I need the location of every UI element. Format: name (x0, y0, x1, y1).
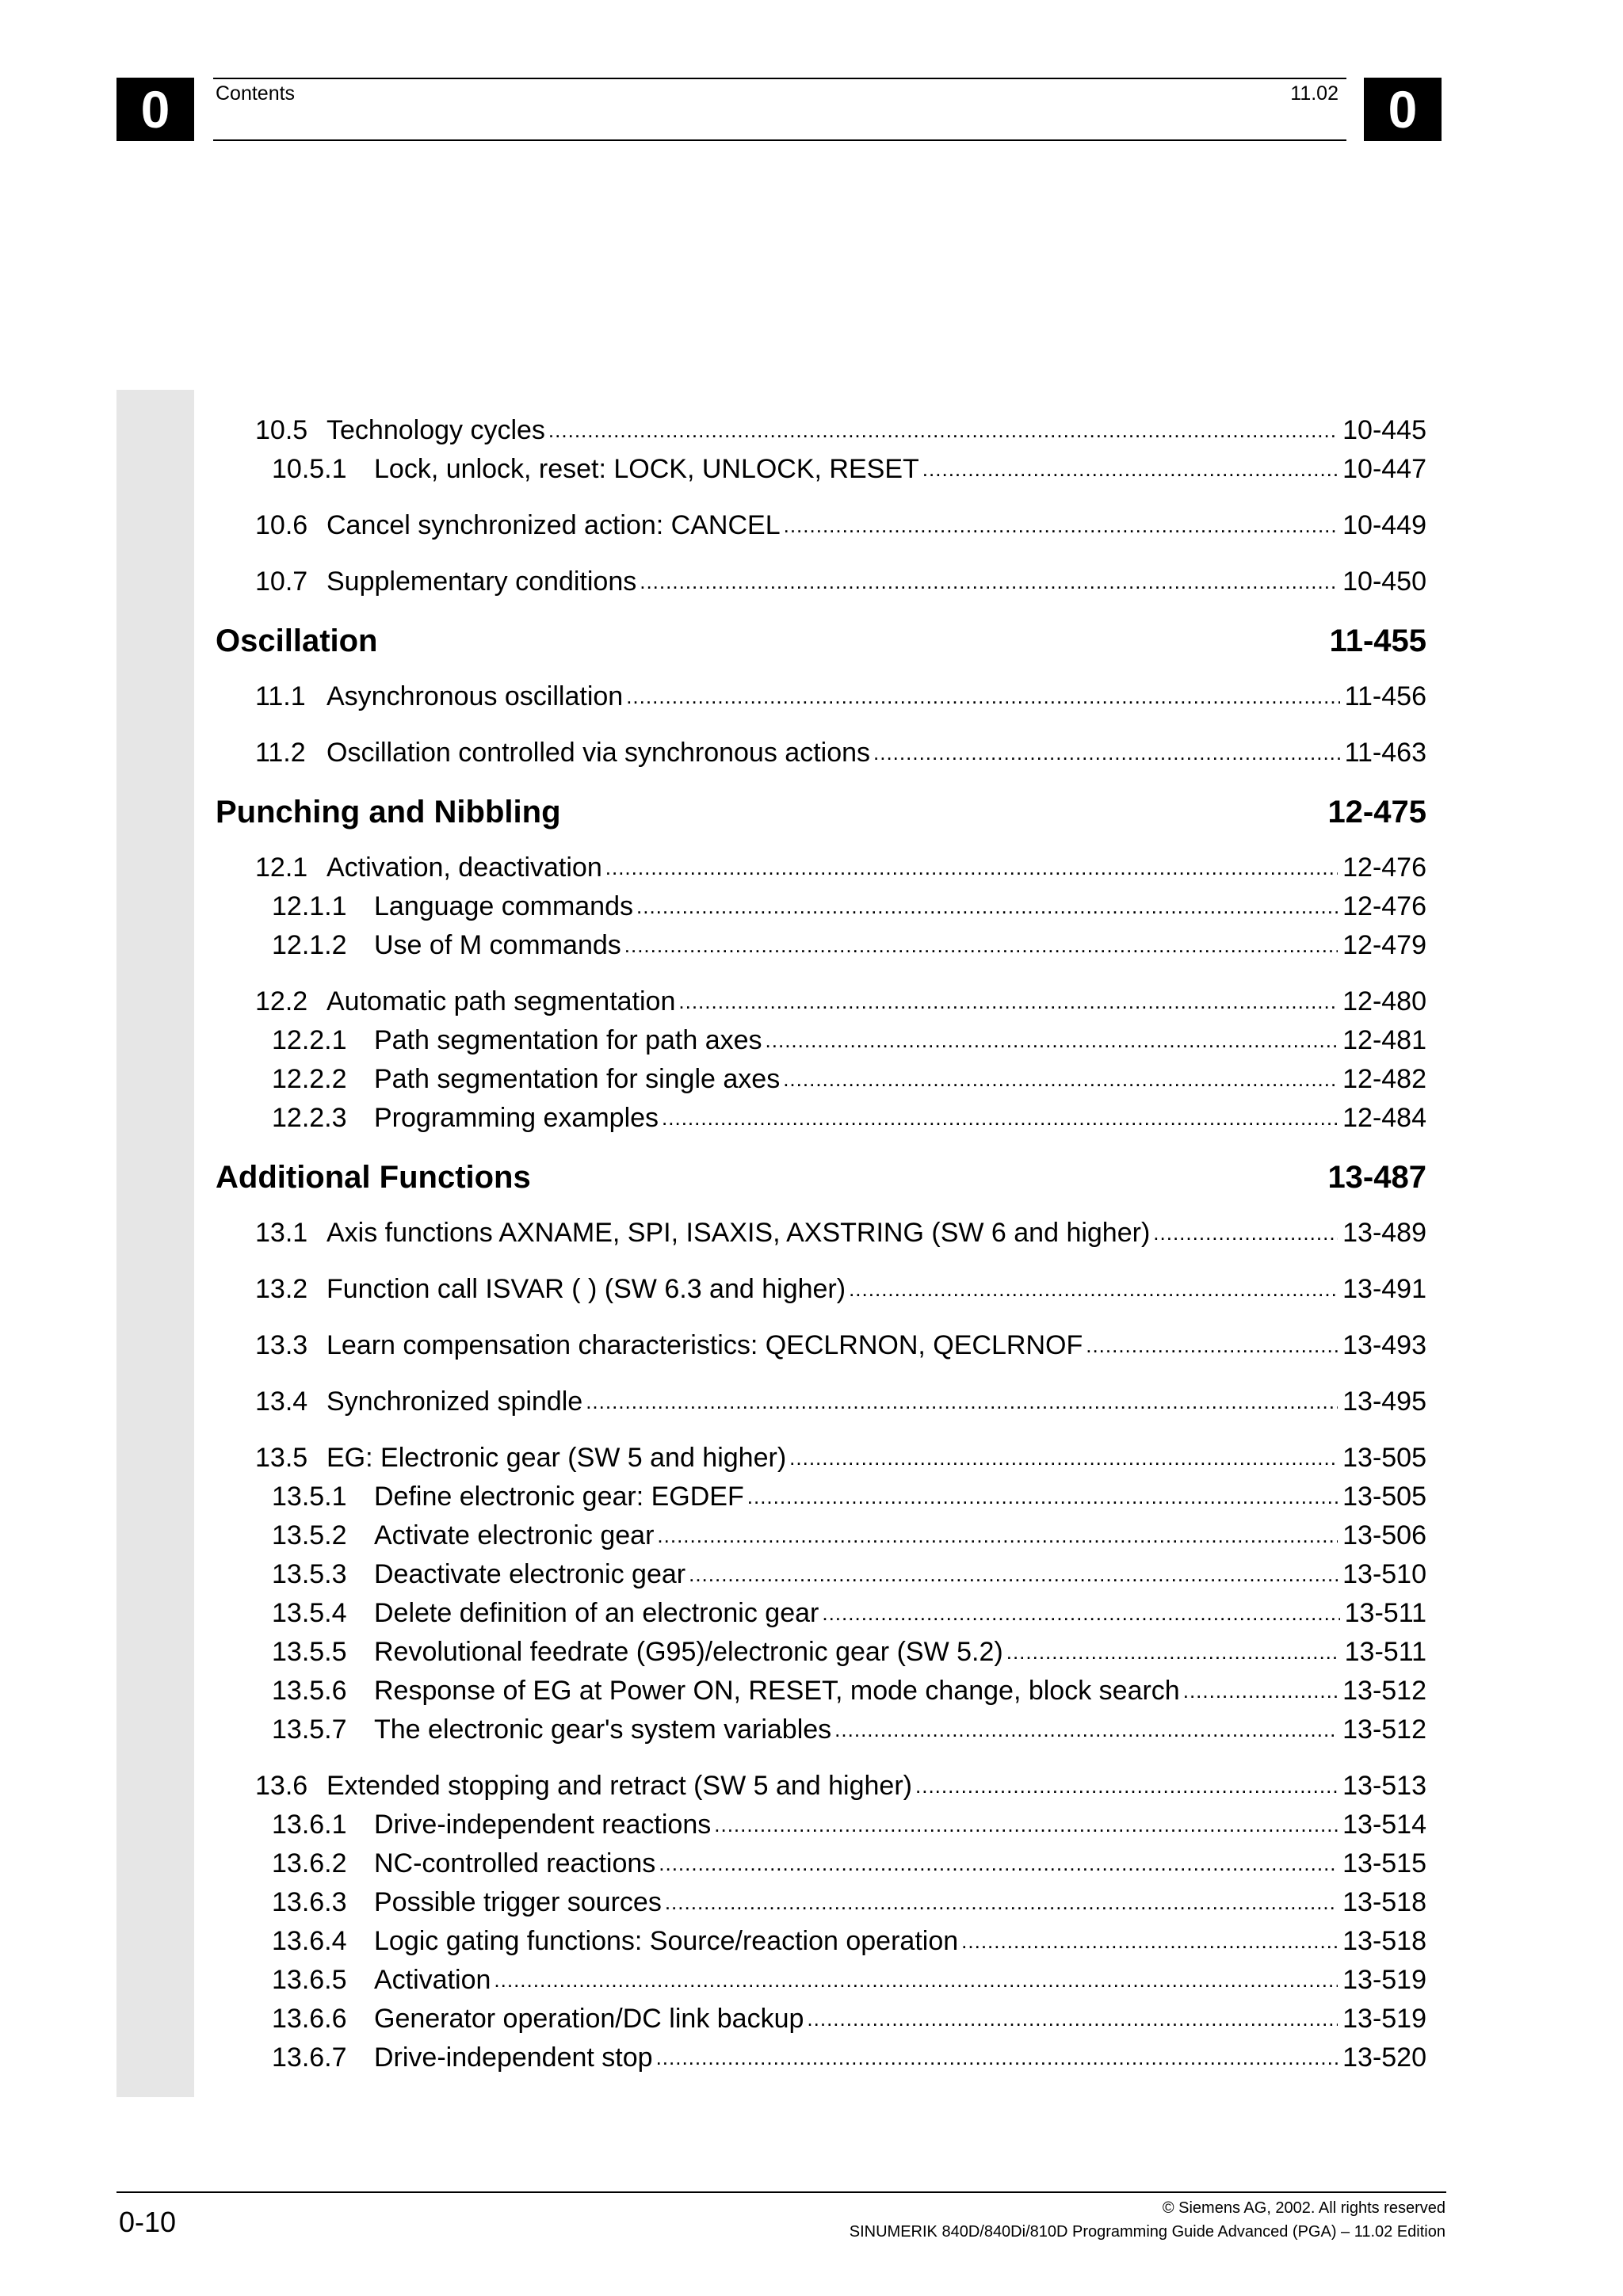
toc-entry-page: 13-519 (1342, 1965, 1426, 1995)
toc-entry-number: 12.1.1 (272, 891, 347, 921)
toc-entry[interactable] (216, 1512, 1426, 1551)
toc-entry[interactable] (216, 1379, 1426, 1417)
header-edition-date: 11.02 (1290, 82, 1338, 105)
toc-entry-title: Activation (374, 1964, 494, 1996)
toc-leader-dots (624, 929, 1338, 961)
toc-leader-dots (662, 1102, 1338, 1134)
toc-entry-number: 12.2.1 (272, 1025, 347, 1055)
toc-entry-title: Activation, deactivation (327, 852, 605, 883)
toc-entry[interactable] (216, 1629, 1426, 1668)
toc-entry-page: 13-510 (1342, 1559, 1426, 1589)
toc-entry-number: 12.1 (255, 852, 308, 883)
toc-entry-page: 11-463 (1344, 738, 1426, 768)
toc-entry-number: 10.7 (255, 566, 308, 597)
toc-entry-page: 12-476 (1342, 852, 1426, 883)
toc-entry-page: 10-447 (1342, 454, 1426, 484)
toc-entry-title: Path segmentation for single axes (374, 1063, 783, 1095)
toc-entry-number: 13.4 (255, 1386, 308, 1417)
toc-entry[interactable] (216, 883, 1426, 922)
toc-entry-title: Generator operation/DC link backup (374, 2003, 807, 2035)
toc-entry[interactable] (216, 1996, 1426, 2035)
toc-entry-title: Technology cycles (327, 414, 548, 446)
toc-leader-dots (783, 1063, 1338, 1095)
toc-leader-dots (1006, 1636, 1340, 1668)
toc-leader-dots (678, 986, 1338, 1017)
toc-entry-title: Activate electronic gear (374, 1520, 657, 1551)
toc-entry[interactable] (216, 1551, 1426, 1590)
chapter-number-box-right: 0 (1364, 78, 1442, 141)
toc-leader-dots (789, 1442, 1338, 1474)
toc-leader-dots (834, 1714, 1338, 1745)
toc-entry[interactable] (216, 559, 1426, 597)
toc-entry-number: 13.5 (255, 1443, 308, 1473)
toc-entry-number: 13.5.4 (272, 1598, 347, 1628)
toc-entry-number: 13.6.1 (272, 1810, 347, 1840)
toc-leader-dots (605, 852, 1338, 883)
toc-entry[interactable] (216, 446, 1426, 485)
toc-entry-title: Supplementary conditions (327, 566, 640, 597)
toc-entry-number: 13.5.3 (272, 1559, 347, 1589)
toc-entry-page: 10-449 (1342, 510, 1426, 540)
toc-entry-title: Path segmentation for path axes (374, 1024, 766, 1056)
toc-entry-number: 13.1 (255, 1218, 308, 1248)
toc-entry[interactable] (216, 1763, 1426, 1802)
toc-entry-number: 13.5.1 (272, 1482, 347, 1512)
footer-copyright: © Siemens AG, 2002. All rights reserved (1162, 2199, 1445, 2217)
toc-entry[interactable] (216, 673, 1426, 712)
toc-chapter-title: Oscillation (216, 624, 378, 658)
toc-entry-title: Use of M commands (374, 929, 624, 961)
toc-entry-title: EG: Electronic gear (SW 5 and higher) (327, 1442, 789, 1474)
header-rule-top (213, 78, 1346, 79)
toc-leader-dots (636, 891, 1338, 922)
toc-leader-dots (822, 1597, 1339, 1629)
toc-entry-number: 12.2 (255, 986, 308, 1016)
toc-entry-title: Axis functions AXNAME, SPI, ISAXIS, AXSTRING (SW 6 and higher) (327, 1217, 1153, 1249)
toc-entry[interactable] (216, 922, 1426, 961)
toc-entry[interactable] (216, 1017, 1426, 1056)
chapter-number-box-left: 0 (116, 78, 194, 141)
toc-entry-number: 13.6 (255, 1771, 308, 1801)
toc-leader-dots (807, 2003, 1338, 2035)
toc-entry-page: 13-505 (1342, 1443, 1426, 1473)
toc-entry-page: 13-518 (1342, 1887, 1426, 1917)
toc-entry-page: 13-519 (1342, 2004, 1426, 2034)
toc-entry-page: 13-493 (1342, 1330, 1426, 1360)
toc-entry-title: Synchronized spindle (327, 1386, 586, 1417)
toc-entry-number: 13.5.5 (272, 1637, 347, 1667)
toc-entry-page: 13-511 (1344, 1598, 1426, 1628)
toc-leader-dots (657, 1520, 1338, 1551)
toc-entry-number: 12.2.3 (272, 1103, 347, 1133)
toc-entry-number: 13.3 (255, 1330, 308, 1360)
toc-entry-number: 13.6.6 (272, 2004, 347, 2034)
toc-entry[interactable] (216, 1957, 1426, 1996)
toc-entry-page: 10-445 (1342, 415, 1426, 445)
toc-entry-title: Lock, unlock, reset: LOCK, UNLOCK, RESET (374, 453, 922, 485)
toc-entry-number: 11.1 (255, 681, 306, 711)
toc-entry[interactable] (216, 1802, 1426, 1840)
toc-entry-page: 13-489 (1342, 1218, 1426, 1248)
toc-entry-title: Define electronic gear: EGDEF (374, 1481, 747, 1512)
toc-entry-title: NC-controlled reactions (374, 1848, 659, 1879)
toc-entry-number: 13.5.7 (272, 1714, 347, 1745)
toc-entry[interactable] (216, 1210, 1426, 1249)
toc-entry[interactable] (216, 1590, 1426, 1629)
toc-entry-page: 13-491 (1342, 1274, 1426, 1304)
toc-entry-title: Deactivate electronic gear (374, 1558, 689, 1590)
toc-entry-number: 11.2 (255, 738, 306, 768)
toc-entry-title: Oscillation controlled via synchronous actions (327, 737, 873, 769)
toc-entry[interactable] (216, 1707, 1426, 1745)
toc-entry[interactable] (216, 2035, 1426, 2073)
toc-entry-number: 10.6 (255, 510, 308, 540)
toc-entry-page: 12-481 (1342, 1025, 1426, 1055)
toc-leader-dots (961, 1925, 1338, 1957)
toc-leader-dots (586, 1386, 1338, 1417)
toc-entry[interactable] (216, 1840, 1426, 1879)
toc-entry[interactable] (216, 1435, 1426, 1474)
toc-leader-dots (689, 1558, 1338, 1590)
toc-entry[interactable] (216, 502, 1426, 541)
toc-entry-page: 13-505 (1342, 1482, 1426, 1512)
toc-leader-dots (849, 1273, 1338, 1305)
toc-entry-number: 12.1.2 (272, 930, 347, 960)
toc-entry-page: 12-476 (1342, 891, 1426, 921)
toc-leader-dots (665, 1886, 1338, 1918)
toc-entry-number: 10.5 (255, 415, 308, 445)
toc-entry[interactable] (216, 1322, 1426, 1361)
toc-entry-title: Logic gating functions: Source/reaction operation (374, 1925, 961, 1957)
toc-entry[interactable] (216, 1095, 1426, 1134)
toc-leader-dots (1086, 1329, 1338, 1361)
toc-entry-page: 13-511 (1344, 1637, 1426, 1667)
toc-chapter-title: Additional Functions (216, 1160, 531, 1195)
toc-leader-dots (915, 1770, 1338, 1802)
toc-entry-title: Delete definition of an electronic gear (374, 1597, 822, 1629)
toc-leader-dots (1153, 1217, 1338, 1249)
toc-entry-page: 13-495 (1342, 1386, 1426, 1417)
toc-leader-dots (922, 453, 1338, 485)
header-rule-bottom (213, 139, 1346, 141)
toc-chapter-heading[interactable] (216, 623, 1426, 659)
toc-entry-title: Drive-independent stop (374, 2042, 656, 2073)
toc-leader-dots (659, 1848, 1338, 1879)
toc-entry-title: Learn compensation characteristics: QECLRNON, QECLRNOF (327, 1329, 1086, 1361)
toc-entry-page: 13-515 (1342, 1848, 1426, 1878)
toc-entry-page: 12-479 (1342, 930, 1426, 960)
toc-chapter-title: Punching and Nibbling (216, 795, 561, 830)
toc-entry-number: 12.2.2 (272, 1064, 347, 1094)
toc-chapter-page: 13-487 (1327, 1160, 1426, 1195)
footer-page-number: 0-10 (119, 2206, 177, 2238)
toc-entry-title: Programming examples (374, 1102, 662, 1134)
toc-entry-title: Automatic path segmentation (327, 986, 678, 1017)
toc-entry-number: 13.6.7 (272, 2042, 347, 2073)
toc-entry-number: 13.6.5 (272, 1965, 347, 1995)
toc-entry-number: 10.5.1 (272, 454, 347, 484)
toc-entry-title: Language commands (374, 891, 636, 922)
toc-entry-title: Revolutional feedrate (G95)/electronic gear (SW 5.2) (374, 1636, 1006, 1668)
header-section-title: Contents (216, 82, 296, 105)
toc-entry[interactable] (216, 978, 1426, 1017)
toc-entry[interactable] (216, 1918, 1426, 1957)
footer-rule (116, 2191, 1446, 2193)
table-of-contents (216, 396, 1426, 2073)
toc-leader-dots (656, 2042, 1338, 2073)
margin-shade-bar (116, 390, 194, 2097)
toc-entry-page: 13-506 (1342, 1520, 1426, 1550)
toc-entry[interactable] (216, 730, 1426, 769)
toc-entry-title: The electronic gear's system variables (374, 1714, 834, 1745)
toc-leader-dots (873, 737, 1340, 769)
toc-leader-dots (766, 1024, 1338, 1056)
toc-entry-number: 13.2 (255, 1274, 308, 1304)
toc-chapter-heading[interactable] (216, 794, 1426, 830)
toc-leader-dots (494, 1964, 1338, 1996)
toc-leader-dots (747, 1481, 1338, 1512)
toc-entry-title: Function call ISVAR ( ) (SW 6.3 and higher) (327, 1273, 849, 1305)
toc-chapter-page: 11-455 (1329, 624, 1426, 658)
toc-entry-title: Asynchronous oscillation (327, 681, 626, 712)
toc-chapter-heading[interactable] (216, 1159, 1426, 1196)
toc-entry-page: 12-482 (1342, 1064, 1426, 1094)
toc-entry-page: 13-512 (1342, 1714, 1426, 1745)
toc-entry-title: Cancel synchronized action: CANCEL (327, 509, 784, 541)
toc-leader-dots (626, 681, 1339, 712)
toc-entry[interactable] (216, 1474, 1426, 1512)
toc-entry-page: 13-514 (1342, 1810, 1426, 1840)
toc-entry-page: 13-512 (1342, 1676, 1426, 1706)
toc-entry[interactable] (216, 1879, 1426, 1918)
toc-entry-page: 13-520 (1342, 2042, 1426, 2073)
toc-entry[interactable] (216, 1668, 1426, 1707)
toc-entry-page: 10-450 (1342, 566, 1426, 597)
toc-entry-title: Drive-independent reactions (374, 1809, 714, 1840)
toc-chapter-page: 12-475 (1327, 795, 1426, 830)
toc-entry-number: 13.6.3 (272, 1887, 347, 1917)
toc-leader-dots (548, 414, 1338, 446)
toc-entry[interactable] (216, 1266, 1426, 1305)
toc-entry-number: 13.6.2 (272, 1848, 347, 1878)
toc-entry-title: Response of EG at Power ON, RESET, mode change, block search (374, 1675, 1183, 1707)
footer-document-title: SINUMERIK 840D/840Di/810D Programming Guide Advanced (PGA) – 11.02 Edition (849, 2223, 1445, 2241)
toc-leader-dots (784, 509, 1338, 541)
toc-entry[interactable] (216, 1056, 1426, 1095)
toc-entry-page: 11-456 (1344, 681, 1426, 711)
toc-leader-dots (714, 1809, 1338, 1840)
toc-entry[interactable] (216, 407, 1426, 446)
toc-entry-page: 12-484 (1342, 1103, 1426, 1133)
toc-leader-dots (640, 566, 1338, 597)
toc-entry-number: 13.6.4 (272, 1926, 347, 1956)
toc-leader-dots (1183, 1675, 1338, 1707)
toc-entry-page: 13-518 (1342, 1926, 1426, 1956)
toc-entry-number: 13.5.2 (272, 1520, 347, 1550)
toc-entry[interactable] (216, 845, 1426, 883)
toc-entry-number: 13.5.6 (272, 1676, 347, 1706)
toc-entry-title: Possible trigger sources (374, 1886, 665, 1918)
toc-entry-title: Extended stopping and retract (SW 5 and higher) (327, 1770, 915, 1802)
toc-entry-page: 12-480 (1342, 986, 1426, 1016)
toc-entry-page: 13-513 (1342, 1771, 1426, 1801)
